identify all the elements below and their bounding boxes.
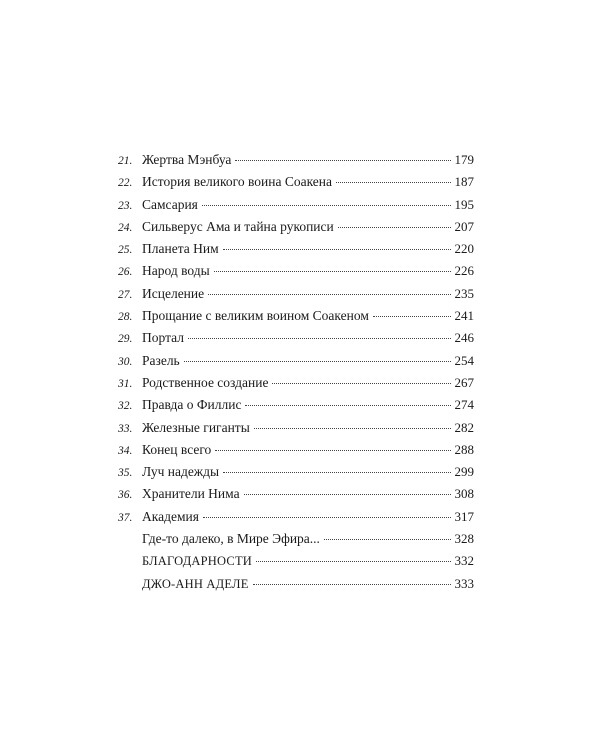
dot-leader xyxy=(184,361,451,362)
page-number: 179 xyxy=(454,152,474,167)
chapter-number: 26. xyxy=(118,266,133,279)
chapter-title: Сильверус Ама и тайна рукописи xyxy=(142,218,334,234)
toc-entry[interactable] xyxy=(118,397,474,419)
chapter-title: Железные гиганты xyxy=(142,419,250,435)
dot-leader xyxy=(253,584,451,585)
chapter-number: 22. xyxy=(118,177,133,190)
dot-leader xyxy=(244,494,451,495)
toc-entry[interactable] xyxy=(118,375,474,397)
page-number: 332 xyxy=(454,553,474,569)
toc-entry-epilogue[interactable] xyxy=(118,531,474,553)
toc-entry[interactable] xyxy=(118,174,474,196)
chapter-title: Прощание с великим воином Соакеном xyxy=(142,308,369,324)
dot-leader xyxy=(208,294,450,295)
chapter-title: ДЖО-АНН АДЕЛЕ xyxy=(142,576,249,591)
chapter-title: Правда о Филлис xyxy=(142,397,242,413)
toc-entry[interactable] xyxy=(118,286,474,308)
chapter-number: 36. xyxy=(118,489,133,502)
dot-leader xyxy=(272,383,450,384)
chapter-title: БЛАГОДАРНОСТИ xyxy=(142,554,253,569)
chapter-title: Жертва Мэнбуа xyxy=(142,152,232,167)
page-number: 328 xyxy=(454,531,474,547)
chapter-title: Исцеление xyxy=(142,285,205,301)
chapter-number: 33. xyxy=(118,422,133,435)
page-number: 235 xyxy=(454,285,474,301)
dot-leader xyxy=(235,160,450,161)
dot-leader xyxy=(254,428,451,429)
chapter-number: 32. xyxy=(118,400,133,413)
chapter-number: 31. xyxy=(118,377,133,390)
page-number: 220 xyxy=(454,241,474,257)
chapter-title: Хранители Нима xyxy=(142,486,240,502)
dot-leader xyxy=(336,182,451,183)
page-number: 241 xyxy=(454,308,474,324)
toc-entry[interactable] xyxy=(118,486,474,508)
page-number: 317 xyxy=(454,508,474,524)
chapter-number: 34. xyxy=(118,444,133,457)
chapter-number: 25. xyxy=(118,244,133,257)
chapter-title: Луч надежды xyxy=(142,464,220,480)
chapter-title: Планета Ним xyxy=(142,241,219,257)
dot-leader xyxy=(324,539,451,540)
toc-entry[interactable] xyxy=(118,420,474,442)
toc-entry[interactable] xyxy=(118,197,474,219)
page-number: 308 xyxy=(454,486,474,502)
table-of-contents xyxy=(118,152,474,598)
toc-entry[interactable] xyxy=(118,263,474,285)
toc-entry[interactable] xyxy=(118,442,474,464)
page-number: 282 xyxy=(454,419,474,435)
chapter-title: Разель xyxy=(142,352,180,368)
chapter-number: 27. xyxy=(118,288,133,301)
chapter-number: 24. xyxy=(118,221,133,234)
toc-entry[interactable] xyxy=(118,219,474,241)
dot-leader xyxy=(223,472,450,473)
chapter-number: 28. xyxy=(118,311,133,324)
chapter-title: История великого воина Соакена xyxy=(142,174,332,190)
dot-leader xyxy=(203,517,451,518)
dot-leader xyxy=(215,450,450,451)
toc-entry[interactable] xyxy=(118,330,474,352)
page-number: 226 xyxy=(454,263,474,279)
page-number: 195 xyxy=(454,196,474,212)
chapter-title: Самсария xyxy=(142,196,198,212)
dot-leader xyxy=(373,316,451,317)
chapter-number: 21. xyxy=(118,155,133,167)
chapter-number: 35. xyxy=(118,467,133,480)
page-number: 246 xyxy=(454,330,474,346)
dot-leader xyxy=(245,405,450,406)
dot-leader xyxy=(256,561,450,562)
chapter-number: 23. xyxy=(118,199,133,212)
chapter-number: 37. xyxy=(118,511,133,524)
page-number: 299 xyxy=(454,464,474,480)
toc-entry[interactable] xyxy=(118,509,474,531)
chapter-title: Народ воды xyxy=(142,263,210,279)
page-number: 274 xyxy=(454,397,474,413)
chapter-title: Родственное создание xyxy=(142,374,269,390)
chapter-number: 30. xyxy=(118,355,133,368)
dot-leader xyxy=(188,338,451,339)
toc-entry[interactable] xyxy=(118,241,474,263)
page-number: 187 xyxy=(454,174,474,190)
page-number: 254 xyxy=(454,352,474,368)
chapter-number: 29. xyxy=(118,333,133,346)
page-number: 288 xyxy=(454,441,474,457)
chapter-title: Портал xyxy=(142,330,184,346)
toc-entry-author[interactable] xyxy=(118,576,474,598)
page-number: 333 xyxy=(454,575,474,591)
chapter-title: Академия xyxy=(142,508,199,524)
toc-entry[interactable] xyxy=(118,308,474,330)
toc-entry[interactable] xyxy=(118,152,474,174)
chapter-title: Где-то далеко, в Мире Эфира... xyxy=(142,531,320,547)
page-number: 207 xyxy=(454,218,474,234)
dot-leader xyxy=(338,227,451,228)
dot-leader xyxy=(223,249,451,250)
toc-entry[interactable] xyxy=(118,353,474,375)
toc-entry-acknowledgements[interactable] xyxy=(118,553,474,575)
page-number: 267 xyxy=(454,374,474,390)
chapter-title: Конец всего xyxy=(142,441,212,457)
toc-entry[interactable] xyxy=(118,464,474,486)
dot-leader xyxy=(202,205,451,206)
dot-leader xyxy=(214,271,451,272)
